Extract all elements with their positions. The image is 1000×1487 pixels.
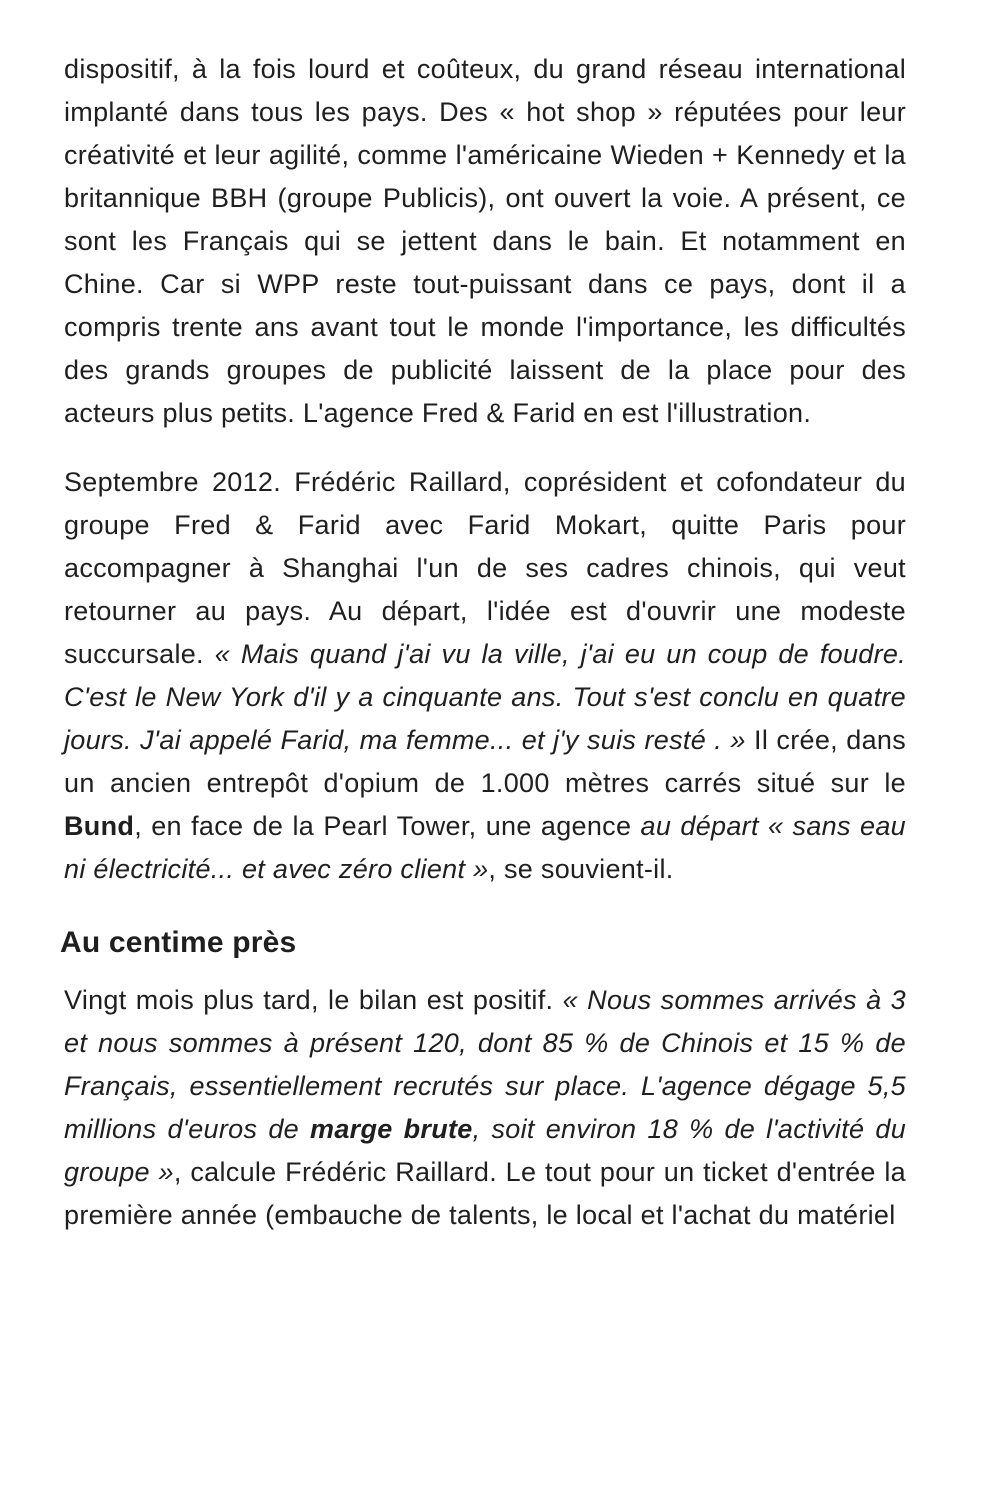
paragraph-text: , en face de la Pearl Tower, une agence (134, 811, 641, 841)
paragraph-text: Septembre 2012. Frédéric Raillard, coprésident et cofondateur du groupe Fred & Farid avec Farid Mokart, quitte Paris pour accompagner à Shanghai l'un de ses cadres chinois, qui veut retourner au pays. Au départ, l'idée est d'ouvrir une modeste succursale. (64, 467, 906, 669)
bold-term-marge-brute: marge brute (310, 1114, 473, 1144)
section-heading: Au centime près (60, 926, 297, 959)
paragraph-intro (64, 48, 906, 435)
paragraph-text: , calcule Frédéric Raillard. Le tout pour un ticket d'entrée la première année (embauche de talents, le local et l'achat du matériel (64, 1157, 906, 1230)
document-page (60, 48, 907, 1237)
paragraph-september-2012 (64, 461, 906, 891)
quote-no-water: au départ « sans eau ni électricité... et avec zéro client » (64, 811, 906, 884)
quote-results-part1: « Nous sommes arrivés à 3 et nous sommes à présent 120, dont 85 % de Chinois et 15 % de Français, essentiellement recrutés sur place. L'agence dégage 5,5 millions d'euros de (64, 985, 906, 1144)
bold-term-bund: Bund (64, 811, 135, 841)
paragraph-text: , se souvient-il. (488, 854, 674, 884)
paragraph-intro-text: dispositif, à la fois lourd et coûteux, du grand réseau international implanté dans tous les pays. Des « hot shop » réputées pour leur créativité et leur agilité, comme l'américaine Wieden + Kennedy et la britannique BBH (groupe Publicis), ont ouvert la voie. A présent, ce sont les Français qui se jettent dans le bain. Et notamment en Chine. Car si WPP reste tout-puissant dans ce pays, dont il a compris trente ans avant tout le monde l'importance, les difficultés des grands groupes de publicité laissent de la place pour des acteurs plus petits. L'agence Fred & Farid en est l'illustration. (64, 54, 906, 428)
quote-results-part2: , soit environ 18 % de l'activité du groupe » (64, 1114, 907, 1187)
paragraph-bilan (64, 979, 906, 1237)
quote-raillard: « Mais quand j'ai vu la ville, j'ai eu un coup de foudre. C'est le New York d'il y a cinquante ans. Tout s'est conclu en quatre jours. J'ai appelé Farid, ma femme... et j'y suis resté . » (64, 639, 906, 755)
paragraph-text: Il crée, dans un ancien entrepôt d'opium de 1.000 mètres carrés situé sur le (64, 725, 907, 798)
paragraph-text: Vingt mois plus tard, le bilan est positif. (64, 985, 563, 1015)
